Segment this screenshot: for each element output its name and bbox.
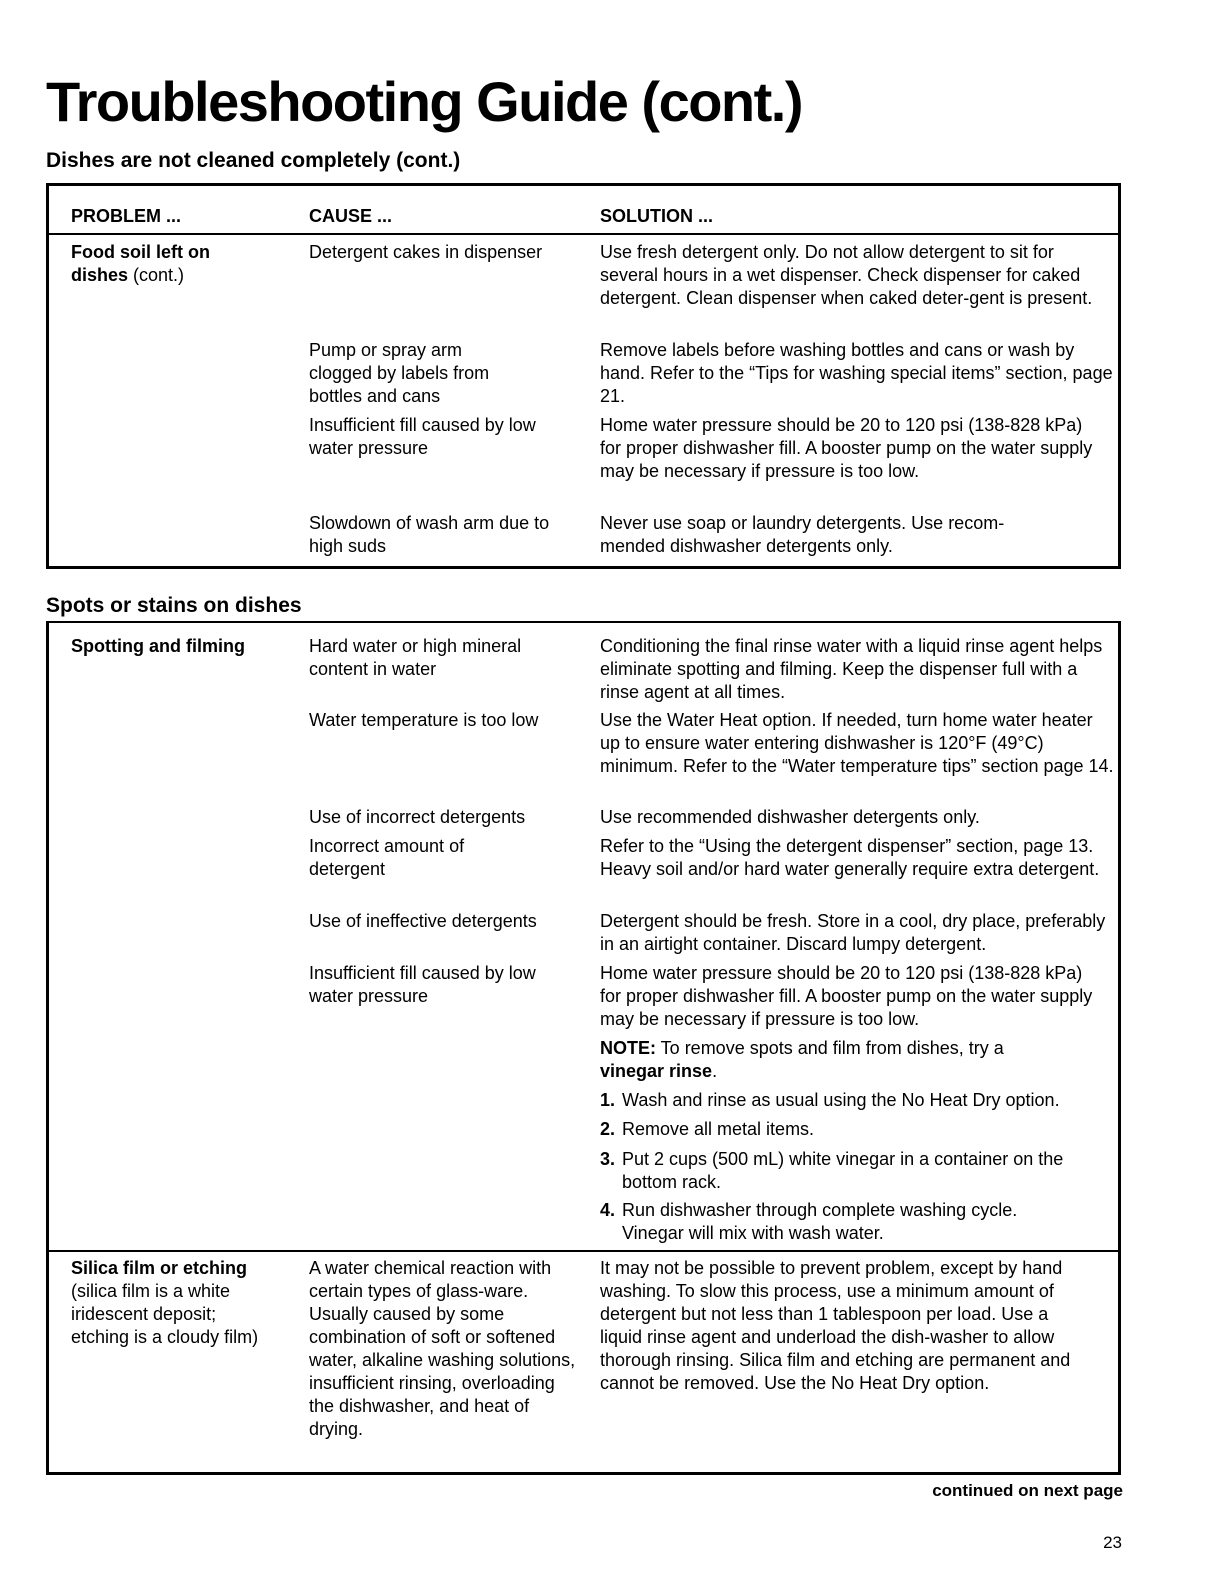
solution-row: Use fresh detergent only. Do not allow detergent to sit for several hours in a wet dispenser. Check dispenser for caked detergent. Clean dispenser when caked deter-gent is present. [600,242,1093,308]
step-text: Run dishwasher through complete washing cycle. Vinegar will mix with wash water. [622,1200,1018,1243]
problem-label: Spotting and filming [71,636,245,656]
table-not-cleaned [46,183,1121,569]
step-number: 3. [600,1149,616,1169]
problem-silica [71,1257,271,1349]
row-divider [49,1250,1118,1252]
section-heading-not-cleaned: Dishes are not cleaned completely (cont.) [46,149,461,172]
problem-label: Silica film or etching [71,1258,248,1278]
step-text: Wash and rinse as usual using the No Heat Dry option. [622,1090,1060,1110]
problem-label-line2: dishes [71,265,129,285]
note-text: To remove spots and film from dishes, try a [656,1038,1004,1058]
header-divider [49,233,1118,235]
note-emphasis: vinegar rinse [600,1061,713,1081]
cause-row: Hard water or high mineral content in water [309,636,522,679]
solution-row: Use recommended dishwasher detergents only. [600,807,980,827]
section-heading-spots: Spots or stains on dishes [46,594,302,617]
cause-row: Insufficient fill caused by low water pressure [309,963,536,1006]
cause-row: Use of incorrect detergents [309,807,526,827]
problem-food-soil [71,241,286,287]
solution-row: Use the Water Heat option. If needed, turn home water heater up to ensure water entering dishwasher is 120°F (49°C) minimum. Refer to the “Water temperature tips” section page 14. [600,710,1114,776]
note-vinegar-rinse [600,1037,1070,1083]
continued-note: continued on next page [932,1481,1123,1500]
solution-row: Home water pressure should be 20 to 120 psi (138-828 kPa) for proper dishwasher fill. A booster pump on the water supply may be necessary if pressure is too low. [600,963,1093,1029]
solution-row: It may not be possible to prevent problem, except by hand washing. To slow this process, use a minimum amount of detergent but not less than 1 tablespoon per load. Use a liquid rinse agent and underload the dish-washer to allow thorough rinsing. Silica film and etching are permanent and cannot be removed. Use the No Heat Dry option. [600,1258,1071,1393]
column-header-problem: PROBLEM ... [71,206,182,226]
solution-row: Refer to the “Using the detergent dispenser” section, page 13. Heavy soil and/or hard water generally require extra detergent. [600,836,1100,879]
note-end: . [712,1061,718,1081]
solution-row: Detergent should be fresh. Store in a cool, dry place, preferably in an airtight container. Discard lumpy detergent. [600,911,1106,954]
cause-row: Use of ineffective detergents [309,911,537,931]
column-header-cause: CAUSE ... [309,206,393,226]
step-number: 1. [600,1090,616,1110]
step-number: 2. [600,1119,616,1139]
solution-row: Remove labels before washing bottles and cans or wash by hand. Refer to the “Tips for washing special items” section, page 21. [600,340,1113,406]
table-spots [46,621,1121,1475]
step-text: Remove all metal items. [622,1119,815,1139]
cause-row: Slowdown of wash arm due to high suds [309,513,550,556]
cause-row: Water temperature is too low [309,710,539,730]
step-item [600,1148,1070,1194]
column-header-solution: SOLUTION ... [600,206,714,226]
problem-description: (silica film is a white iridescent deposit; etching is a cloudy film) [71,1281,259,1347]
solution-row: Home water pressure should be 20 to 120 psi (138-828 kPa) for proper dishwasher fill. A booster pump on the water supply may be necessary if pressure is too low. [600,415,1093,481]
cause-row: Pump or spray arm clogged by labels from bottles and cans [309,340,490,406]
cause-row: Incorrect amount of detergent [309,836,465,879]
step-text: Put 2 cups (500 mL) white vinegar in a container on the bottom rack. [622,1149,1064,1192]
problem-spotting [71,635,286,658]
step-item [600,1118,1115,1141]
cause-row: Insufficient fill caused by low water pressure [309,415,536,458]
cause-row: Detergent cakes in dispenser [309,242,543,262]
solution-row: Conditioning the final rinse water with a liquid rinse agent helps eliminate spotting and filming. Keep the dispenser full with a rinse agent at all times. [600,636,1103,702]
cause-row: A water chemical reaction with certain types of glass-ware. Usually caused by some combination of soft or softened water, alkaline washing solutions, insufficient rinsing, overloading the dishwasher, and heat of drying. [309,1258,576,1439]
note-label: NOTE: [600,1038,656,1058]
problem-label: Food soil left on [71,242,210,262]
solution-row: Never use soap or laundry detergents. Use recom-mended dishwasher detergents only. [600,513,1005,556]
step-item [600,1199,1070,1245]
page-number: 23 [1103,1533,1122,1552]
page-title: Troubleshooting Guide (cont.) [46,70,802,133]
problem-qualifier: (cont.) [128,265,185,285]
step-number: 4. [600,1200,616,1220]
step-item [600,1089,1115,1112]
